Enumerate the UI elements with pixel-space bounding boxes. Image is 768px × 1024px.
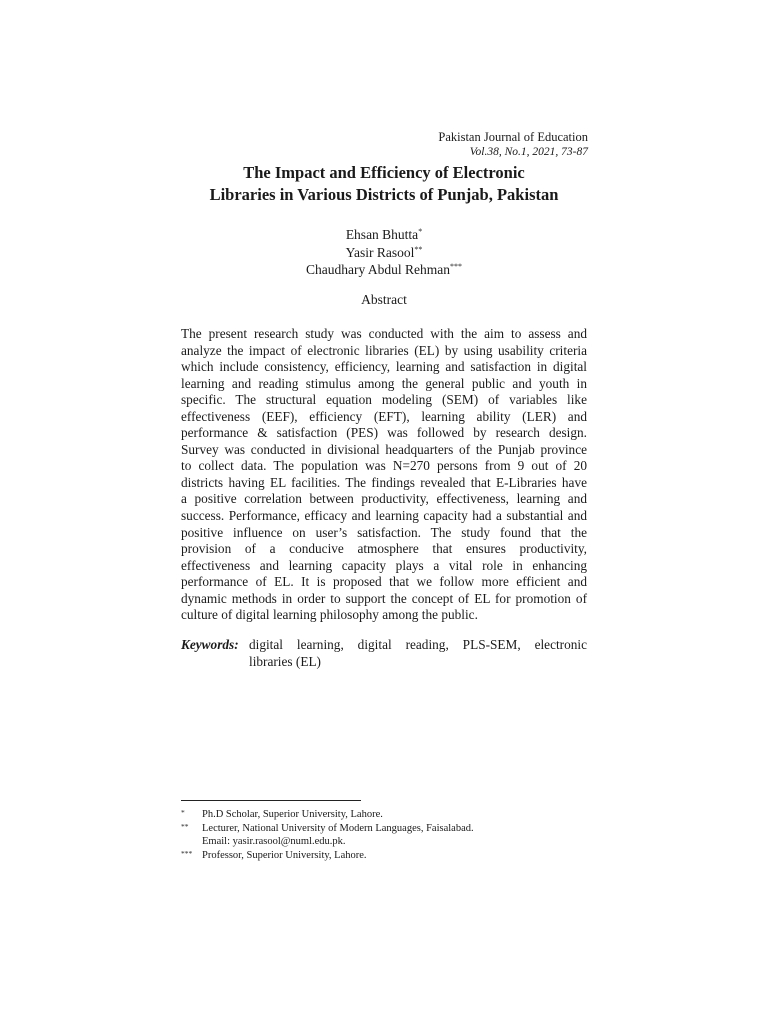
footnote-text: Email: yasir.rasool@numl.edu.pk.	[202, 836, 346, 847]
abstract-line: learning and reading stimulus among the general public and youth in	[181, 375, 587, 391]
abstract-line: a positive correlation between productivity, effectiveness, learning and	[181, 491, 587, 507]
abstract-line: positive influence on user’s satisfaction. The study found that the	[181, 524, 587, 540]
title-line: The Impact and Efficiency of Electronic	[243, 163, 525, 182]
author-list	[150, 226, 618, 279]
abstract-line: performance of EL. It is proposed that we follow more efficient and	[181, 574, 587, 590]
abstract-line: specific. The structural equation modeling (SEM) of variables like	[181, 392, 587, 408]
abstract-line: effectiveness and learning capacity plays a vital role in enhancing	[181, 557, 587, 573]
footnote-rule	[181, 800, 361, 801]
footnote-text: Ph.D Scholar, Superior University, Lahore.	[202, 809, 383, 820]
author-mark: ***	[449, 262, 462, 271]
author-mark: **	[414, 244, 423, 254]
abstract-line: analyze the impact of electronic libraries (EL) by using usability criteria	[181, 342, 587, 358]
footnote-text: Lecturer, National University of Modern Languages, Faisalabad.	[202, 822, 474, 834]
paper-title	[150, 162, 618, 206]
abstract-line: districts having EL facilities. The findings revealed that E-Libraries have	[181, 474, 587, 490]
abstract-line: Survey was conducted in divisional headquarters of the Punjab province	[181, 441, 587, 457]
abstract-line: effectiveness (EEF), efficiency (EFT), learning ability (LER) and	[181, 408, 587, 424]
abstract-heading: Abstract	[361, 292, 407, 307]
abstract-line: which include consistency, efficiency, learning and satisfaction in digital	[181, 359, 587, 375]
author	[150, 226, 618, 244]
abstract-line: dynamic methods in order to support the concept of EL for promotion of	[181, 590, 587, 606]
author-name: Yasir Rasool	[345, 244, 415, 260]
author-mark: *	[418, 227, 423, 236]
footnote-mark: ***	[181, 848, 193, 858]
footnote-mark: **	[181, 821, 189, 831]
abstract-line: to collect data. The population was N=270 persons from 9 out of 20	[181, 458, 587, 474]
keywords-line: digital learning, digital reading, PLS-SEM, electronic	[249, 637, 587, 652]
abstract-body	[181, 326, 587, 624]
keywords-line: libraries (EL)	[249, 654, 321, 669]
footnote-mark: *	[181, 808, 185, 817]
abstract-line: The present research study was conducted with the aim to assess and	[181, 326, 587, 341]
journal-volume: Vol.38, No.1, 2021, 73-87	[469, 146, 588, 158]
keywords-label: Keywords:	[181, 637, 239, 652]
footnote-text: Professor, Superior University, Lahore.	[202, 849, 367, 861]
abstract-line: culture of digital learning philosophy among the public.	[181, 607, 478, 623]
abstract-line: provision of a conducive atmosphere that ensures productivity,	[181, 541, 587, 557]
journal-header	[438, 130, 588, 160]
journal-name: Pakistan Journal of Education	[438, 130, 588, 144]
keywords-list	[249, 636, 587, 670]
author-name: Chaudhary Abdul Rehman	[306, 262, 450, 277]
author-name: Ehsan Bhutta	[345, 227, 419, 242]
author	[150, 244, 618, 262]
abstract-line: success. Performance, efficacy and learning capacity had a substantial and	[181, 508, 587, 524]
title-line: Libraries in Various Districts of Punjab, Pakistan	[209, 185, 559, 204]
author	[150, 261, 618, 279]
abstract-line: performance & satisfaction (PES) was followed by research design.	[181, 425, 587, 441]
